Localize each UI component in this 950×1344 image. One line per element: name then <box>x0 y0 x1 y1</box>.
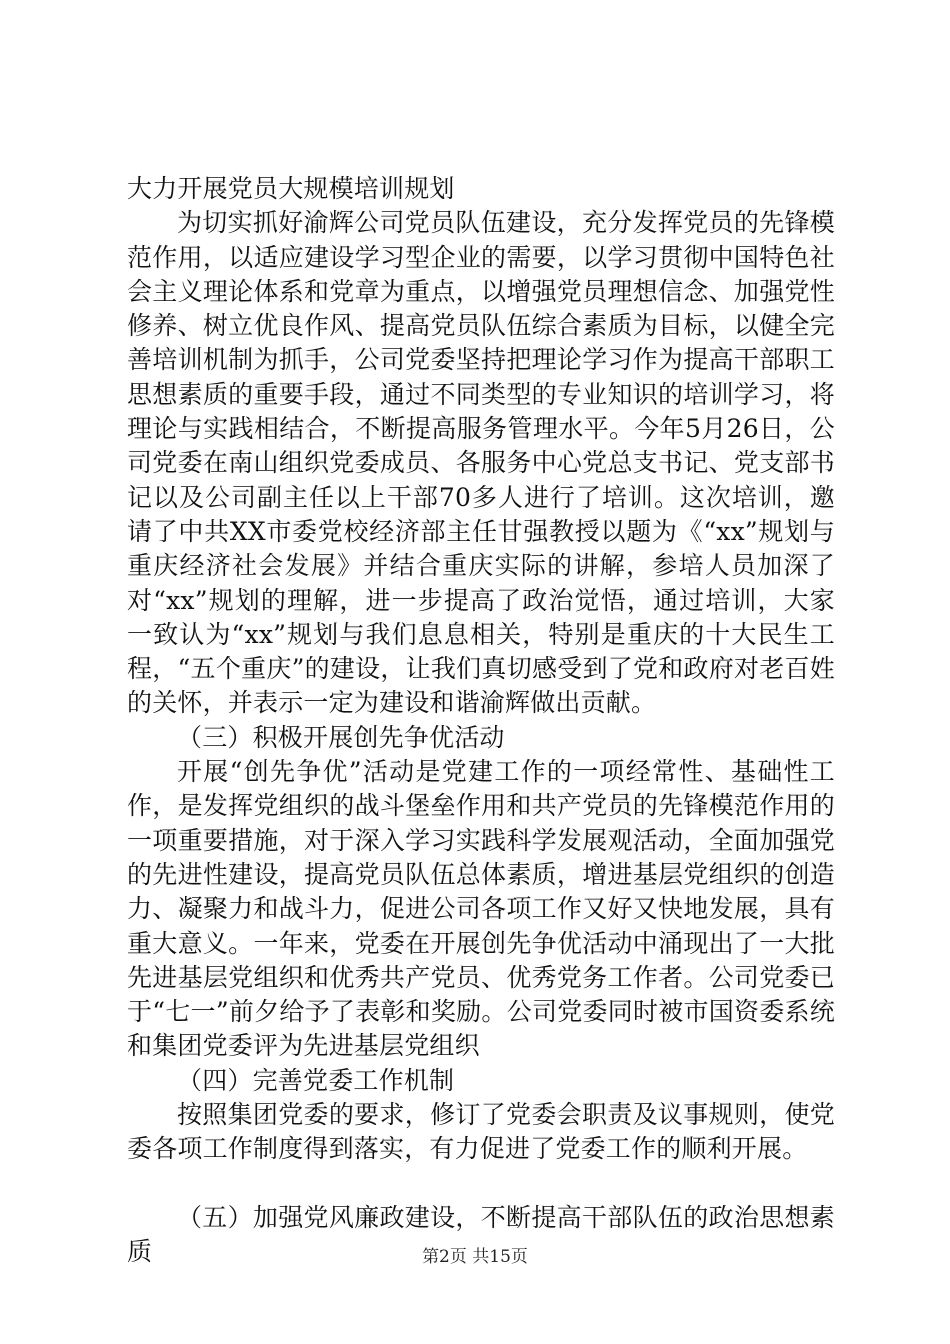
section-3-heading: （三）积极开展创先争优活动 <box>177 722 505 752</box>
section-3-body: 开展“创先争优”活动是党建工作的一项经常性、基础性工作，是发挥党组织的战斗堡垒作用和共产党员的先锋模范作用的一项重要措施，对于深入学习实践科学发展观活动，全面加强党的先进性建设，提高党员队伍总体素质，增进基层党组织的创造力、凝聚力和战斗力，促进公司各项工作又好又快地发展，具有重大意义。一年来，党委在开展创先争优活动中涌现出了一大批先进基层党组织和优秀共产党员、优秀党务工作者。公司党委已于“七一”前夕给予了表彰和奖励。公司党委同时被市国资委系统和集团党委评为先进基层党组织 <box>127 757 835 1061</box>
page-number-footer: 第2页 共15页 <box>422 1247 528 1267</box>
intro-paragraph: 为切实抓好渝辉公司党员队伍建设，充分发挥党员的先锋模范作用，以适应建设学习型企业的需要，以学习贯彻中国特色社会主义理论体系和党章为重点，以增强党员理想信念、加强党性修养、树立优良作风、提高党员队伍综合素质为目标，以健全完善培训机制为抓手，公司党委坚持把理论学习作为提高干部职工思想素质的重要手段，通过不同类型的专业知识的培训学习，将理论与实践相结合，不断提高服务管理水平。今年5月26日，公司党委在南山组织党委成员、各服务中心党总支书记、党支部书记以及公司副主任以上干部70多人进行了培训。这次培训，邀请了中共XX市委党校经济部主任甘强教授以题为《“xx”规划与重庆经济社会发展》并结合重庆实际的讲解，参培人员加深了对“xx”规划的理解，进一步提高了政治觉悟，通过培训，大家一致认为“xx”规划与我们息息相关，特别是重庆的十大民生工程，“五个重庆”的建设，让我们真切感受到了党和政府对老百姓的关怀，并表示一定为建设和谐渝辉做出贡献。 <box>127 208 835 718</box>
paragraph-spacer <box>127 1167 835 1201</box>
document-body <box>127 172 835 1269</box>
section-4-body: 按照集团党委的要求，修订了党委会职责及议事规则，使党委各项工作制度得到落实，有力促进了党委工作的顺利开展。 <box>127 1100 835 1164</box>
section-4-heading: （四）完善党委工作机制 <box>177 1065 455 1095</box>
document-title: 大力开展党员大规模培训规划 <box>127 174 455 203</box>
section-5-heading: （五）加强党风廉政建设，不断提高干部队伍的政治思想素质 <box>127 1202 835 1266</box>
